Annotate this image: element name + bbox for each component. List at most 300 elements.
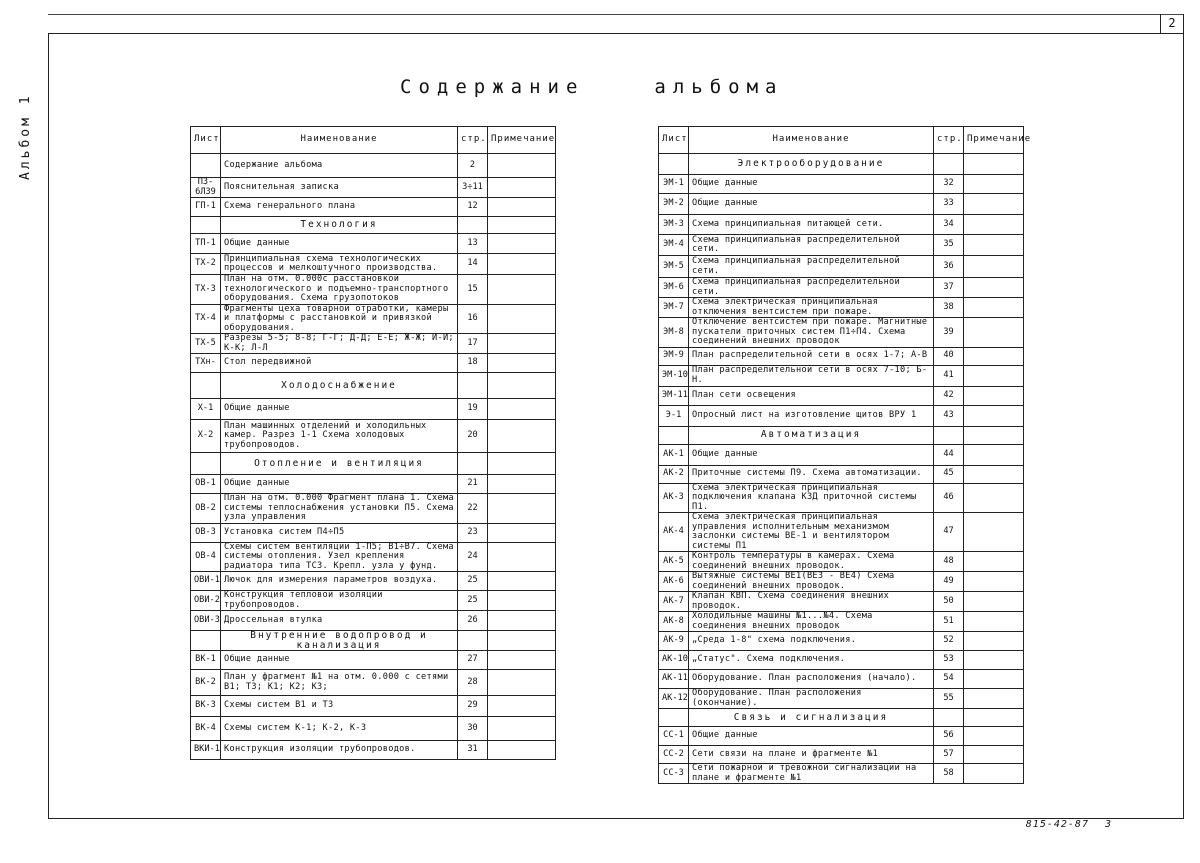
table-row — [659, 513, 1024, 552]
sheet-code-cell: ТХ-5 — [191, 334, 221, 354]
section-row — [659, 154, 1024, 175]
page-cell: 26 — [458, 611, 488, 631]
sheet-code-cell: ТХ-2 — [191, 254, 221, 275]
page-cell: 12 — [458, 198, 488, 217]
page-cell: 48 — [934, 552, 964, 572]
sheet-code-cell: АК-2 — [659, 465, 689, 483]
table-row — [659, 298, 1024, 318]
table-row — [659, 746, 1024, 764]
note-cell — [488, 717, 556, 741]
section-row — [191, 217, 556, 234]
sheet-code-cell — [191, 154, 221, 178]
table-row — [191, 591, 556, 611]
item-name-cell: Схемы систем В1 и Т3 — [221, 696, 458, 717]
table-row — [191, 475, 556, 494]
item-name-cell: Приточные системы П9. Схема автоматизации. — [689, 465, 934, 483]
item-name-cell: Общие данные — [689, 444, 934, 465]
item-name-cell: План машинных отделений и холодильных камер. Разрез 1-1 Схема холодовых трубопроводов. — [221, 420, 458, 453]
note-cell — [964, 764, 1024, 784]
sheet-code-cell — [191, 453, 221, 475]
page-cell: 15 — [458, 275, 488, 305]
note-cell — [964, 572, 1024, 592]
sheet-code-cell: СС-2 — [659, 746, 689, 764]
table-row — [659, 651, 1024, 670]
item-name-cell: Отопление и вентиляция — [221, 453, 458, 475]
table-row — [659, 670, 1024, 689]
item-name-cell: „Статус". Схема подключения. — [689, 651, 934, 670]
item-name-cell: План на отм. 0.000с расстановкой технологического и подъемно-транспортного оборудования. Схема грузопотоков — [221, 275, 458, 305]
item-name-cell: Связь и сигнализация — [689, 709, 934, 727]
sheet-code-cell: ЭМ-9 — [659, 347, 689, 365]
table-row — [659, 347, 1024, 365]
table-row — [191, 717, 556, 741]
note-cell — [488, 178, 556, 198]
sheet-code-cell: АК-6 — [659, 572, 689, 592]
item-name-cell: Отключение вентсистем при пожаре. Магнитные пускатели приточных систем П1÷П4. Схема соединений внешних проводок — [689, 318, 934, 348]
sheet-code-cell: ЭМ-10 — [659, 365, 689, 386]
header-note: Примечание — [964, 127, 1024, 154]
sheet-code-cell: ЭМ-2 — [659, 194, 689, 215]
table-row — [191, 494, 556, 524]
header-name: Наименование — [689, 127, 934, 154]
page-cell: 36 — [934, 256, 964, 278]
table-row — [659, 444, 1024, 465]
table-row — [191, 420, 556, 453]
sheet-code-cell: ОВИ-1 — [191, 572, 221, 591]
page-cell: 55 — [934, 689, 964, 709]
sheet-code-cell: АК-8 — [659, 612, 689, 632]
note-cell — [488, 354, 556, 373]
note-cell — [488, 631, 556, 651]
sheet-code-cell: АК-3 — [659, 483, 689, 513]
note-cell — [488, 651, 556, 670]
table-row — [659, 572, 1024, 592]
note-cell — [964, 746, 1024, 764]
page-cell: 44 — [934, 444, 964, 465]
album-label: Альбом 1 — [18, 93, 33, 180]
header-sheet: Лист — [191, 127, 221, 154]
page-cell: 56 — [934, 727, 964, 746]
section-row — [191, 631, 556, 651]
item-name-cell: Электрооборудование — [689, 154, 934, 175]
note-cell — [488, 453, 556, 475]
page-cell: 54 — [934, 670, 964, 689]
note-cell — [964, 175, 1024, 194]
page-cell: 39 — [934, 318, 964, 348]
table-row — [659, 235, 1024, 256]
sheet-code-cell: ТХ-4 — [191, 304, 221, 334]
page-cell: 22 — [458, 494, 488, 524]
item-name-cell: Опросный лист на изготовление щитов ВРУ 1 — [689, 405, 934, 426]
header-page: стр. — [458, 127, 488, 154]
note-cell — [488, 591, 556, 611]
table-row — [659, 592, 1024, 612]
page-cell: 13 — [458, 234, 488, 254]
page-cell — [934, 426, 964, 444]
item-name-cell: Сети связи на плане и фрагменте №1 — [689, 746, 934, 764]
page-cell: 40 — [934, 347, 964, 365]
table-row — [659, 405, 1024, 426]
note-cell — [488, 304, 556, 334]
note-cell — [488, 475, 556, 494]
note-cell — [964, 347, 1024, 365]
page-cell: 50 — [934, 592, 964, 612]
page-cell — [934, 709, 964, 727]
table-row — [659, 632, 1024, 651]
table-row — [191, 275, 556, 305]
page-cell: 58 — [934, 764, 964, 784]
table-header — [191, 127, 556, 154]
item-name-cell: План у фрагмент №1 на отм. 0.000 с сетями В1; Т3; К1; К2; К3; — [221, 670, 458, 696]
item-name-cell: Общие данные — [221, 651, 458, 670]
item-name-cell: Дроссельная втулка — [221, 611, 458, 631]
note-cell — [488, 572, 556, 591]
note-cell — [964, 727, 1024, 746]
page-cell: 24 — [458, 542, 488, 572]
note-cell — [488, 420, 556, 453]
note-cell — [964, 632, 1024, 651]
note-cell — [964, 278, 1024, 298]
section-row — [191, 453, 556, 475]
item-name-cell: Технология — [221, 217, 458, 234]
note-cell — [964, 483, 1024, 513]
table-row — [191, 234, 556, 254]
item-name-cell: Холодильные машины №1...№4. Схема соединения внешних проводок — [689, 612, 934, 632]
sheet-code-cell: АК-5 — [659, 552, 689, 572]
note-cell — [964, 365, 1024, 386]
sheet-code-cell: ВК-4 — [191, 717, 221, 741]
item-name-cell: Общие данные — [689, 194, 934, 215]
page-cell: 53 — [934, 651, 964, 670]
page-cell: 17 — [458, 334, 488, 354]
item-name-cell: План распределительной сети в осях 7-10; Б-Н. — [689, 365, 934, 386]
item-name-cell: Содержание альбома — [221, 154, 458, 178]
sheet-code-cell: ЭМ-4 — [659, 235, 689, 256]
table-row — [659, 215, 1024, 235]
sheet-code-cell: АК-10 — [659, 651, 689, 670]
table-row — [659, 612, 1024, 632]
sheet-code-cell — [659, 709, 689, 727]
item-name-cell: Холодоснабжение — [221, 373, 458, 399]
note-cell — [964, 612, 1024, 632]
sheet-code-cell: АК-9 — [659, 632, 689, 651]
item-name-cell: Принципиальная схема технологических процессов и мелкоштучного производства. — [221, 254, 458, 275]
page-cell: 43 — [934, 405, 964, 426]
page-cell: 27 — [458, 651, 488, 670]
sheet-code-cell: АК-12 — [659, 689, 689, 709]
item-name-cell: Сети пожарной и тревожной сигнализации на плане и фрагменте №1 — [689, 764, 934, 784]
header-note: Примечание — [488, 127, 556, 154]
table-row — [659, 365, 1024, 386]
note-cell — [488, 217, 556, 234]
table-row — [659, 278, 1024, 298]
note-cell — [964, 670, 1024, 689]
item-name-cell: „Среда 1-8" схема подключения. — [689, 632, 934, 651]
note-cell — [488, 373, 556, 399]
page-cell — [458, 453, 488, 475]
table-row — [659, 727, 1024, 746]
section-row — [659, 426, 1024, 444]
item-name-cell: Общие данные — [221, 234, 458, 254]
table-row — [191, 354, 556, 373]
page-cell: 30 — [458, 717, 488, 741]
page-cell: 47 — [934, 513, 964, 552]
sheet-code-cell: ОВ-4 — [191, 542, 221, 572]
top-border-line — [48, 14, 1184, 15]
sheet-code-cell: ТХ-3 — [191, 275, 221, 305]
page-cell: 20 — [458, 420, 488, 453]
table-row — [659, 256, 1024, 278]
note-cell — [488, 696, 556, 717]
table-row — [191, 542, 556, 572]
table-row — [191, 696, 556, 717]
note-cell — [964, 689, 1024, 709]
item-name-cell: Установка систем П4÷П5 — [221, 523, 458, 542]
table-row — [659, 483, 1024, 513]
table-row — [191, 611, 556, 631]
item-name-cell: Схема принципиальная распределительной сети. — [689, 235, 934, 256]
page-cell: 52 — [934, 632, 964, 651]
item-name-cell: Схема электрическая принципиальная управления исполнительным механизмом заслонки системы ВЕ-1 и вентилятором системы П1 — [689, 513, 934, 552]
page-cell: 46 — [934, 483, 964, 513]
page-cell — [934, 154, 964, 175]
table-row — [191, 198, 556, 217]
table-row — [659, 175, 1024, 194]
sheet-code-cell: ВК-2 — [191, 670, 221, 696]
stamp-page: 3 — [1104, 819, 1112, 830]
table-row — [191, 572, 556, 591]
item-name-cell: Конструкция тепловой изоляции трубопроводов. — [221, 591, 458, 611]
note-cell — [964, 318, 1024, 348]
item-name-cell: Конструкция изоляции трубопроводов. — [221, 741, 458, 760]
sheet-code-cell: ЭМ-1 — [659, 175, 689, 194]
table-row — [659, 689, 1024, 709]
item-name-cell: Стол передвижной — [221, 354, 458, 373]
note-cell — [488, 399, 556, 420]
sheet-code-cell: ОВ-2 — [191, 494, 221, 524]
sheet-code-cell: АК-1 — [659, 444, 689, 465]
note-cell — [488, 234, 556, 254]
sheet-code-cell: ВК-3 — [191, 696, 221, 717]
page-cell: 37 — [934, 278, 964, 298]
sheet-code-cell: Х-2 — [191, 420, 221, 453]
note-cell — [964, 154, 1024, 175]
note-cell — [964, 215, 1024, 235]
table-row — [191, 651, 556, 670]
table-row — [659, 386, 1024, 405]
note-cell — [964, 235, 1024, 256]
note-cell — [964, 426, 1024, 444]
note-cell — [964, 194, 1024, 215]
item-name-cell: Схема генерального плана — [221, 198, 458, 217]
page-cell: 42 — [934, 386, 964, 405]
section-row — [659, 709, 1024, 727]
item-name-cell: Автоматизация — [689, 426, 934, 444]
sheet-code-cell — [659, 154, 689, 175]
sheet-code-cell: АК-11 — [659, 670, 689, 689]
sheet-code-cell: СС-3 — [659, 764, 689, 784]
page-cell: 33 — [934, 194, 964, 215]
sheet-code-cell: ЭМ-7 — [659, 298, 689, 318]
sheet-code-cell: ВКИ-1 — [191, 741, 221, 760]
item-name-cell: Общие данные — [689, 727, 934, 746]
note-cell — [964, 709, 1024, 727]
item-name-cell: Фрагменты цеха товарной отработки, камеры и платформы с расстановкой и привязкой оборудования. — [221, 304, 458, 334]
table-row — [191, 670, 556, 696]
title-word-2: альбома — [654, 76, 784, 98]
toc-table-left — [190, 126, 556, 760]
note-cell — [964, 386, 1024, 405]
page-title — [400, 76, 783, 98]
sheet-code-cell: ОВ-1 — [191, 475, 221, 494]
section-row — [191, 373, 556, 399]
sheet-code-cell: ГП-1 — [191, 198, 221, 217]
sheet-code-cell: ВК-1 — [191, 651, 221, 670]
page-cell: 25 — [458, 591, 488, 611]
item-name-cell: Схема электрическая принципиальная отключения вентсистем при пожаре. — [689, 298, 934, 318]
item-name-cell: Оборудование. План расположения (начало). — [689, 670, 934, 689]
page-cell: 32 — [934, 175, 964, 194]
item-name-cell: Лючок для измерения параметров воздуха. — [221, 572, 458, 591]
note-cell — [488, 334, 556, 354]
page-cell — [458, 373, 488, 399]
header-name: Наименование — [221, 127, 458, 154]
stamp-code: 815-42-87 — [1025, 819, 1089, 830]
table-row — [191, 741, 556, 760]
table-row — [191, 399, 556, 420]
sheet-code-cell: СС-1 — [659, 727, 689, 746]
item-name-cell: Общие данные — [221, 399, 458, 420]
item-name-cell: Контроль температуры в камерах. Схема соединений внешних проводок. — [689, 552, 934, 572]
title-word-1: Содержание — [400, 76, 585, 98]
page-cell: 3÷11 — [458, 178, 488, 198]
note-cell — [488, 254, 556, 275]
table-row — [191, 154, 556, 178]
note-cell — [964, 513, 1024, 552]
item-name-cell: Схемы систем К-1; К-2, К-3 — [221, 717, 458, 741]
sheet-code-cell: ОВИ-2 — [191, 591, 221, 611]
table-row — [659, 194, 1024, 215]
table-row — [191, 254, 556, 275]
note-cell — [488, 275, 556, 305]
sheet-code-cell: П3-6Л39 — [191, 178, 221, 198]
table-row — [191, 523, 556, 542]
item-name-cell: План на отм. 0.000 Фрагмент плана 1. Схема системы теплоснабжения установки П5. Схема узла управления — [221, 494, 458, 524]
header-page: стр. — [934, 127, 964, 154]
item-name-cell: Вытяжные системы ВЕ1(ВЕ3 - ВЕ4) Схема соединений внешних проводок. — [689, 572, 934, 592]
item-name-cell: Общие данные — [221, 475, 458, 494]
page-cell: 41 — [934, 365, 964, 386]
page-cell: 51 — [934, 612, 964, 632]
sheet-code-cell — [191, 373, 221, 399]
table-row — [659, 764, 1024, 784]
sheet-code-cell: ЭМ-6 — [659, 278, 689, 298]
note-cell — [488, 741, 556, 760]
item-name-cell: Оборудование. План расположения (окончание). — [689, 689, 934, 709]
page-cell: 29 — [458, 696, 488, 717]
note-cell — [488, 494, 556, 524]
page-cell: 14 — [458, 254, 488, 275]
note-cell — [964, 405, 1024, 426]
page-cell: 23 — [458, 523, 488, 542]
note-cell — [964, 465, 1024, 483]
note-cell — [488, 670, 556, 696]
note-cell — [964, 552, 1024, 572]
note-cell — [964, 256, 1024, 278]
page-cell: 31 — [458, 741, 488, 760]
note-cell — [488, 198, 556, 217]
item-name-cell: План сети освещения — [689, 386, 934, 405]
sheet-code-cell: ЭМ-5 — [659, 256, 689, 278]
note-cell — [964, 444, 1024, 465]
sheet-number: 2 — [1160, 14, 1184, 34]
page-cell: 34 — [934, 215, 964, 235]
sheet-code-cell: ОВ-3 — [191, 523, 221, 542]
note-cell — [488, 154, 556, 178]
item-name-cell: Общие данные — [689, 175, 934, 194]
note-cell — [964, 298, 1024, 318]
item-name-cell: Пояснительная записка — [221, 178, 458, 198]
page-cell: 45 — [934, 465, 964, 483]
page-cell: 28 — [458, 670, 488, 696]
table-row — [191, 334, 556, 354]
page-cell: 49 — [934, 572, 964, 592]
sheet-code-cell: ТП-1 — [191, 234, 221, 254]
note-cell — [488, 523, 556, 542]
sheet-code-cell: АК-4 — [659, 513, 689, 552]
item-name-cell: Схемы систем вентиляции 1-П5; В1÷В7. Схема системы отопления. Узел крепления радиатора типа ТСЗ. Крепл. узла у фунд. — [221, 542, 458, 572]
page-cell: 21 — [458, 475, 488, 494]
sheet-code-cell: АК-7 — [659, 592, 689, 612]
note-cell — [964, 592, 1024, 612]
page-cell: 57 — [934, 746, 964, 764]
sheet-code-cell: ЭМ-11 — [659, 386, 689, 405]
note-cell — [964, 651, 1024, 670]
page-cell: 18 — [458, 354, 488, 373]
page-cell — [458, 631, 488, 651]
toc-table-right — [658, 126, 1032, 784]
item-name-cell: Клапан КВП. Схема соединения внешних проводок. — [689, 592, 934, 612]
item-name-cell: План распределительной сети в осях 1-7; А-В — [689, 347, 934, 365]
item-name-cell: Схема принципиальная питающей сети. — [689, 215, 934, 235]
item-name-cell: Схема принципиальная распределительной сети. — [689, 256, 934, 278]
sheet-code-cell — [191, 217, 221, 234]
page-cell: 38 — [934, 298, 964, 318]
header-sheet: Лист — [659, 127, 689, 154]
item-name-cell: Схема принципиальная распределительной сети. — [689, 278, 934, 298]
sheet-code-cell: ЭМ-3 — [659, 215, 689, 235]
note-cell — [488, 611, 556, 631]
table-row — [659, 318, 1024, 348]
document-stamp — [1026, 819, 1112, 830]
page-cell: 2 — [458, 154, 488, 178]
sheet-code-cell: Э-1 — [659, 405, 689, 426]
item-name-cell: Внутренние водопровод и канализация — [221, 631, 458, 651]
sheet-code-cell — [191, 631, 221, 651]
table-row — [191, 304, 556, 334]
item-name-cell: Разрезы 5-5; 8-8; Г-Г; Д-Д; Е-Е; Ж-Ж; И-И; К-К; Л-Л — [221, 334, 458, 354]
page-cell: 16 — [458, 304, 488, 334]
page-cell — [458, 217, 488, 234]
sheet-code-cell: ТХн- — [191, 354, 221, 373]
table-row — [191, 178, 556, 198]
table-row — [659, 465, 1024, 483]
page-cell: 35 — [934, 235, 964, 256]
page-cell: 25 — [458, 572, 488, 591]
table-header — [659, 127, 1024, 154]
sheet-code-cell: ЭМ-8 — [659, 318, 689, 348]
sheet-code-cell: ОВИ-3 — [191, 611, 221, 631]
